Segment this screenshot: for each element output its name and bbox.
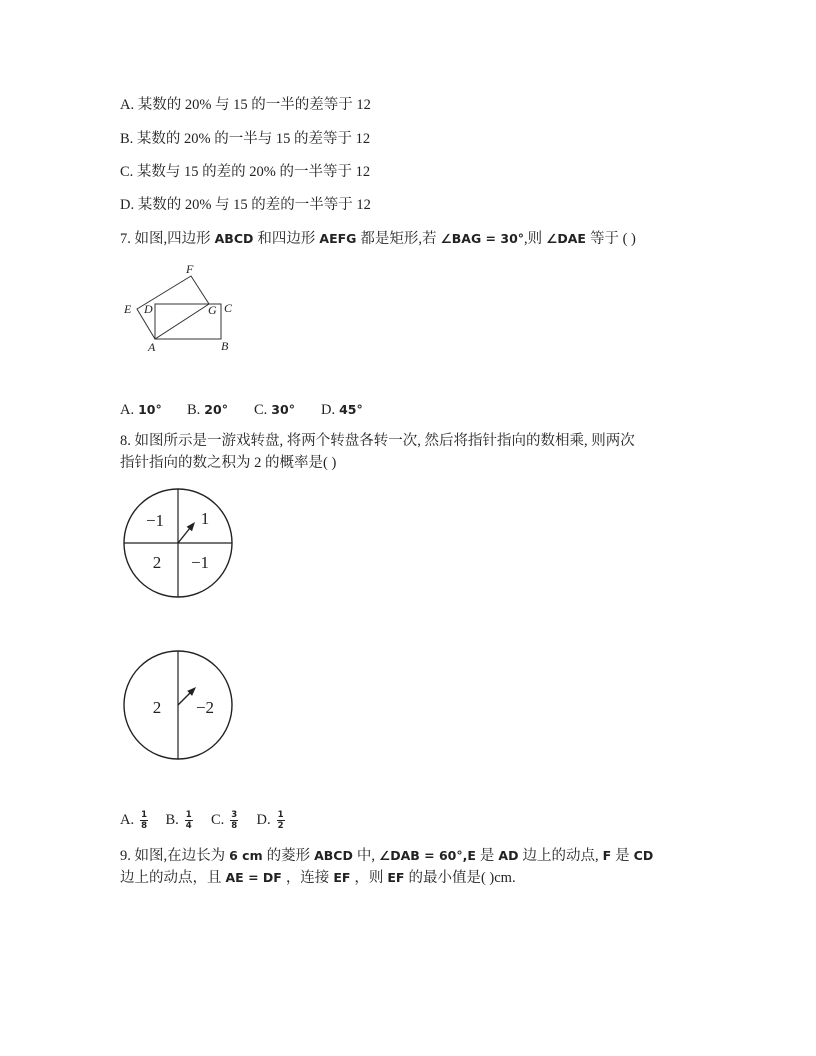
- q6-option-c: C. 某数与 15 的差的 20% 的一半等于 12: [120, 164, 371, 180]
- q8-option-b: [166, 806, 212, 834]
- q9-math: F: [602, 848, 612, 863]
- denominator: 8: [141, 821, 148, 832]
- q9-stem-line2: [120, 869, 516, 887]
- q7-text: 等于 ( ): [589, 231, 636, 247]
- q7-stem: [120, 230, 636, 248]
- q9-math: ABCD: [314, 848, 353, 863]
- q9-text: 是: [615, 848, 630, 864]
- label-d: D: [144, 302, 153, 316]
- label-b: B: [221, 339, 229, 353]
- option-letter: A.: [120, 402, 135, 418]
- q9-math: EF: [333, 870, 351, 885]
- q8-option-c: [211, 806, 257, 834]
- option-letter: D.: [321, 402, 336, 418]
- spinner-2-label: 2: [152, 698, 162, 717]
- q9-math: ∠DAB = 60°,E: [379, 848, 476, 863]
- q7-option-c: [254, 401, 321, 419]
- q9-text: ，则: [354, 870, 384, 886]
- q9-text: 中,: [356, 848, 375, 864]
- q9-text: 边上的动点，且: [120, 870, 222, 886]
- q8-option-a: [120, 806, 166, 834]
- denominator: 8: [231, 821, 238, 832]
- spinner-2-label: −2: [195, 698, 215, 717]
- q9-math: EF: [387, 870, 405, 885]
- numerator: 1: [185, 810, 192, 821]
- numerator: 1: [277, 810, 284, 821]
- spinner-1-pointer: [178, 528, 190, 543]
- q9-text: 边上的动点,: [522, 848, 599, 864]
- q9-math: CD: [633, 848, 654, 863]
- numerator: 3: [231, 810, 238, 821]
- q7-option-d: [321, 401, 388, 419]
- q6-option-d: D. 某数的 20% 与 15 的差的一半等于 12: [120, 197, 371, 213]
- spinner-1-label: 1: [200, 509, 210, 528]
- q6-option-a: A. 某数的 20% 与 15 的一半的差等于 12: [120, 97, 371, 113]
- q8-options: [120, 806, 302, 834]
- q9-math: 6 cm: [229, 848, 263, 863]
- q7-text: 7. 如图,四边形: [120, 231, 211, 247]
- denominator: 2: [277, 821, 284, 832]
- option-value: 20°: [204, 402, 228, 417]
- q6-option-b: B. 某数的 20% 的一半与 15 的差等于 12: [120, 131, 371, 147]
- q7-math: ∠DAE: [546, 231, 586, 246]
- q9-math: AE = DF: [225, 870, 282, 885]
- option-value: 30°: [271, 402, 295, 417]
- q9-text: 的菱形: [266, 848, 311, 864]
- q9-math: AD: [498, 848, 519, 863]
- label-a: A: [148, 340, 156, 354]
- label-c: C: [224, 301, 233, 315]
- q7-math: AEFG: [319, 231, 357, 246]
- option-letter: B.: [165, 812, 179, 828]
- label-g: G: [208, 303, 217, 317]
- option-value: 45°: [339, 402, 363, 417]
- fraction: [277, 810, 285, 831]
- denominator: 4: [185, 821, 192, 832]
- q7-math: ∠BAG = 30°: [440, 231, 525, 246]
- q7-math: ABCD: [214, 231, 254, 246]
- q8-option-d: [257, 806, 303, 834]
- option-value: 10°: [138, 402, 162, 417]
- q9-text: 的最小值是( )cm.: [408, 870, 516, 886]
- fraction: [230, 810, 238, 831]
- q7-rectangles-figure: [110, 255, 250, 365]
- option-letter: C.: [254, 402, 268, 418]
- spinner-1-label: −1: [145, 511, 165, 530]
- spinner-2-pointer: [178, 692, 191, 705]
- q8-stem-line1: 8. 如图所示是一游戏转盘, 将两个转盘各转一次, 然后将指针指向的数相乘, 则两次: [120, 433, 635, 449]
- q7-text: ,则: [524, 231, 543, 247]
- numerator: 1: [141, 810, 148, 821]
- q7-option-b: [187, 401, 254, 419]
- option-letter: A.: [120, 812, 135, 828]
- spinner-1-label: 2: [152, 553, 162, 572]
- q9-text: 9. 如图,在边长为: [120, 848, 226, 864]
- q7-options: [120, 401, 388, 419]
- option-letter: D.: [256, 812, 271, 828]
- q8-stem-line2: 指针指向的数之积为 2 的概率是( ): [120, 455, 337, 471]
- q7-text: 都是矩形,若: [360, 231, 437, 247]
- q9-text: 是: [479, 848, 495, 864]
- spinner-1: [118, 483, 238, 603]
- option-letter: B.: [187, 402, 201, 418]
- label-e: E: [124, 302, 132, 316]
- q9-stem-line1: [120, 847, 657, 865]
- q7-option-a: [120, 401, 187, 419]
- label-f: F: [186, 262, 194, 276]
- spinner-1-label: −1: [190, 553, 210, 572]
- spinner-2: [118, 645, 238, 765]
- q7-text: 和四边形: [257, 231, 316, 247]
- option-letter: C.: [211, 812, 225, 828]
- q9-text: ，连接: [285, 870, 330, 886]
- fraction: [185, 810, 193, 831]
- fraction: [140, 810, 148, 831]
